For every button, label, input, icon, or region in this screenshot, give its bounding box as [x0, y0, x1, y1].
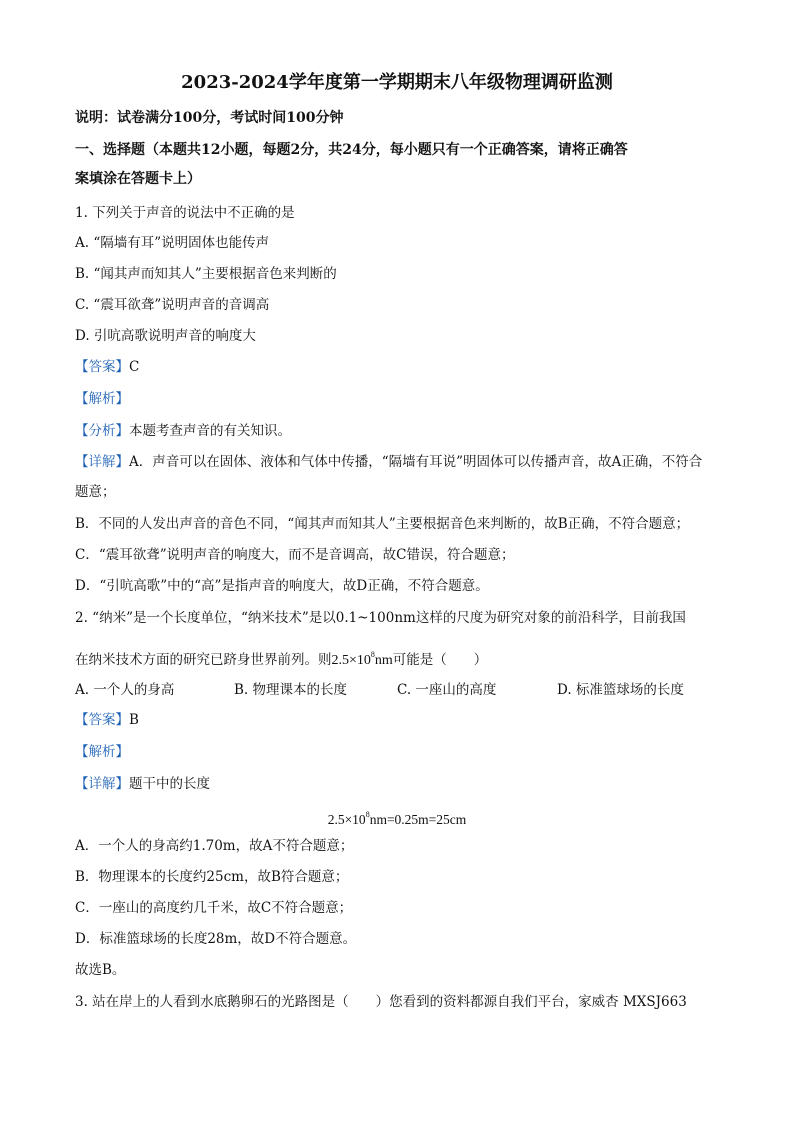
answer-value: B — [129, 712, 139, 728]
q2-option-a: A. 一个人的身高 — [75, 682, 175, 698]
q1-answer — [75, 357, 139, 377]
q2-detail-c: C．一座山的高度约几千米，故C不符合题意； — [75, 900, 353, 916]
answer-tag: 【答案】 — [75, 712, 129, 728]
q1-option-c: C. “震耳欲聋”说明声音的音调高 — [75, 297, 270, 313]
formula-unit: nm — [374, 653, 393, 668]
q2-detail-d: D．标准篮球场的长度28m，故D不符合题意。 — [75, 931, 357, 947]
q2-stem-line2 — [75, 645, 487, 671]
q1-detail-c: C．“震耳欲聋”说明声音的响度大，而不是音调高，故C错误，符合题意； — [75, 547, 515, 563]
equation-exponent: 8 — [365, 810, 370, 819]
q2-detail-b: B．物理课本的长度约25cm，故B符合题意； — [75, 869, 349, 885]
detail-text: 题干中的长度 — [129, 776, 210, 792]
page-title: 2023-2024学年度第一学期期末八年级物理调研监测 — [181, 72, 613, 93]
q1-fenxi — [75, 421, 291, 441]
q2-detail-intro — [75, 774, 210, 794]
q1-detail-a-line1 — [75, 452, 702, 472]
q2-stem-post: 可能是（ ） — [392, 652, 488, 668]
q1-option-b: B. “闻其声而知其人”主要根据音色来判断的 — [75, 266, 337, 282]
q1-detail-d: D．“引吭高歌”中的“高”是指声音的响度大，故D正确，不符合题意。 — [75, 578, 489, 594]
equation-rest: nm=0.25m=25cm — [369, 812, 467, 827]
exam-note: 说明：试卷满分100分，考试时间100分钟 — [75, 110, 344, 126]
q1-stem: 1. 下列关于声音的说法中不正确的是 — [75, 205, 295, 221]
fenxi-tag: 【分析】 — [75, 423, 129, 439]
q1-option-a: A. “隔墙有耳”说明固体也能传声 — [75, 235, 270, 251]
q2-equation — [0, 805, 794, 830]
section-heading-line2: 案填涂在答题卡上） — [75, 171, 201, 187]
q2-stem-pre: 在纳米技术方面的研究已跻身世界前列。则 — [75, 652, 332, 668]
formula-base: 2.5×10 — [331, 653, 371, 668]
fenxi-text: 本题考查声音的有关知识。 — [129, 423, 291, 439]
q2-option-c: C. 一座山的高度 — [397, 682, 497, 698]
q1-detail-b: B．不同的人发出声音的音色不同，“闻其声而知其人”主要根据音色来判断的，故B正确，不符合题意； — [75, 516, 690, 532]
q2-option-b: B. 物理课本的长度 — [234, 682, 348, 698]
xiangjie-tag: 【详解】 — [75, 776, 129, 792]
answer-tag: 【答案】 — [75, 359, 129, 375]
xiangjie-tag: 【详解】 — [75, 454, 129, 470]
equation-base: 2.5×10 — [327, 812, 366, 827]
q2-option-d: D. 标准篮球场的长度 — [557, 682, 684, 698]
q2-conclusion: 故选B。 — [75, 962, 126, 978]
q1-option-d: D. 引吭高歌说明声音的响度大 — [75, 328, 256, 344]
formula-exponent: 8 — [370, 650, 375, 659]
q1-detail-a-line2: 题意； — [75, 484, 116, 500]
q1-analysis-tag: 【解析】 — [75, 391, 129, 407]
section-heading-line1: 一、选择题（本题共12小题，每题2分，共24分，每小题只有一个正确答案，请将正确答 — [75, 142, 628, 158]
q3-stem: 3. 站在岸上的人看到水底鹅卵石的光路图是（ ）您看到的资料都源自我们平台，家威杏 MXSJ663 — [75, 994, 687, 1010]
q2-answer — [75, 710, 139, 730]
q2-formula — [331, 650, 393, 668]
q2-detail-a: A．一个人的身高约1.70m，故A不符合题意； — [75, 838, 354, 854]
q2-analysis-tag: 【解析】 — [75, 744, 129, 760]
q2-stem-line1: 2. “纳米”是一个长度单位，“纳米技术”是以0.1~100nm这样的尺度为研究对象的前沿科学，目前我国 — [75, 610, 686, 626]
answer-value: C — [129, 359, 140, 375]
detail-text: A．声音可以在固体、液体和气体中传播，“隔墙有耳说”明固体可以传播声音，故A正确，不符合 — [129, 454, 703, 470]
